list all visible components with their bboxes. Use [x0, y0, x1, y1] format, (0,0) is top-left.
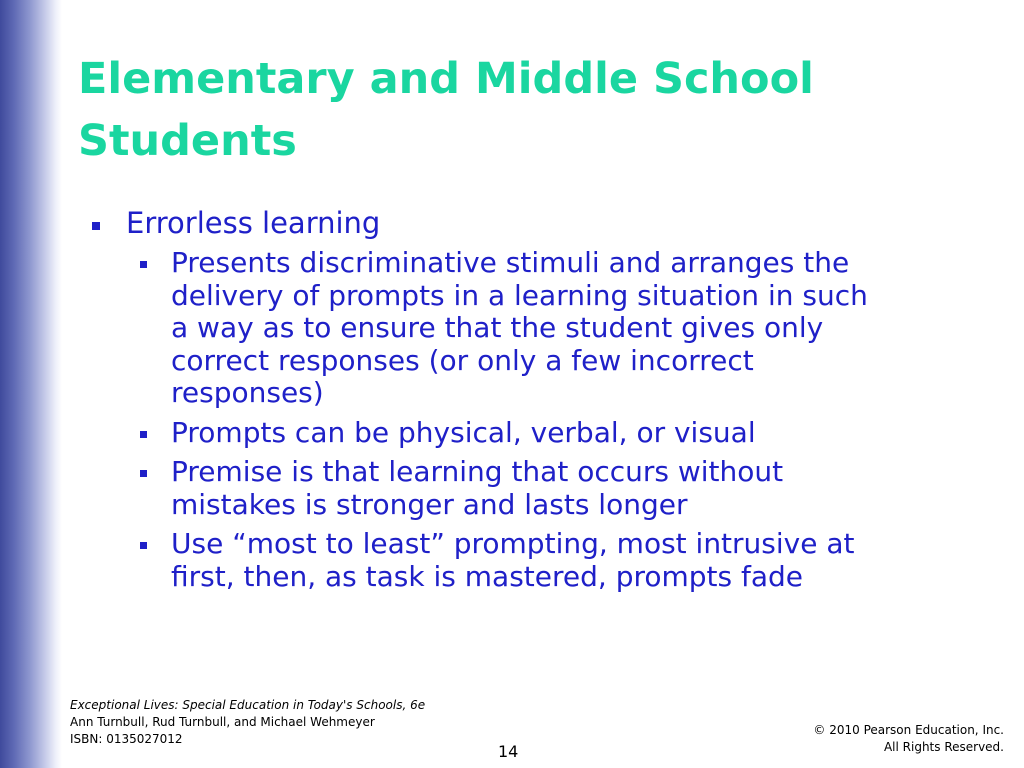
sub-bullet-text: Use “most to least” prompting, most intrusive at first, then, as task is mastered, prompts fade	[171, 527, 855, 593]
decorative-side-bar	[0, 0, 62, 768]
footer-copyright-text: © 2010 Pearson Education, Inc.	[813, 723, 1004, 737]
footer-book-title: Exceptional Lives: Special Education in Today's Schools, 6e	[70, 698, 426, 712]
slide-title: Elementary and Middle School Students	[78, 54, 814, 166]
sub-bullet-item	[131, 247, 891, 410]
sub-bullet-item	[131, 528, 891, 593]
square-bullet-icon	[140, 542, 147, 549]
square-bullet-icon	[92, 222, 100, 230]
footer-isbn: ISBN: 0135027012	[70, 732, 183, 746]
sub-bullet-item	[131, 417, 891, 450]
page-number: 14	[498, 742, 519, 761]
slide-content	[86, 205, 946, 600]
square-bullet-icon	[140, 470, 147, 477]
bullet-text: Errorless learning	[126, 206, 381, 240]
sub-bullet-list	[131, 247, 946, 593]
square-bullet-icon	[140, 431, 147, 438]
square-bullet-icon	[140, 261, 147, 268]
footer-authors: Ann Turnbull, Rud Turnbull, and Michael Wehmeyer	[70, 715, 375, 729]
footer-copyright	[813, 722, 1004, 756]
sub-bullet-text: Premise is that learning that occurs without mistakes is stronger and lasts longer	[171, 455, 784, 521]
footer-citation	[70, 697, 425, 748]
sub-bullet-text: Prompts can be physical, verbal, or visual	[171, 415, 756, 449]
bullet-errorless-learning	[86, 205, 946, 241]
footer-rights-text: All Rights Reserved.	[883, 740, 1004, 754]
sub-bullet-item	[131, 456, 891, 521]
sub-bullet-text: Presents discriminative stimuli and arranges the delivery of prompts in a learning situation in such a way as to ensure that the student gives only correct responses (or only a few incorrect responses)	[171, 246, 868, 409]
